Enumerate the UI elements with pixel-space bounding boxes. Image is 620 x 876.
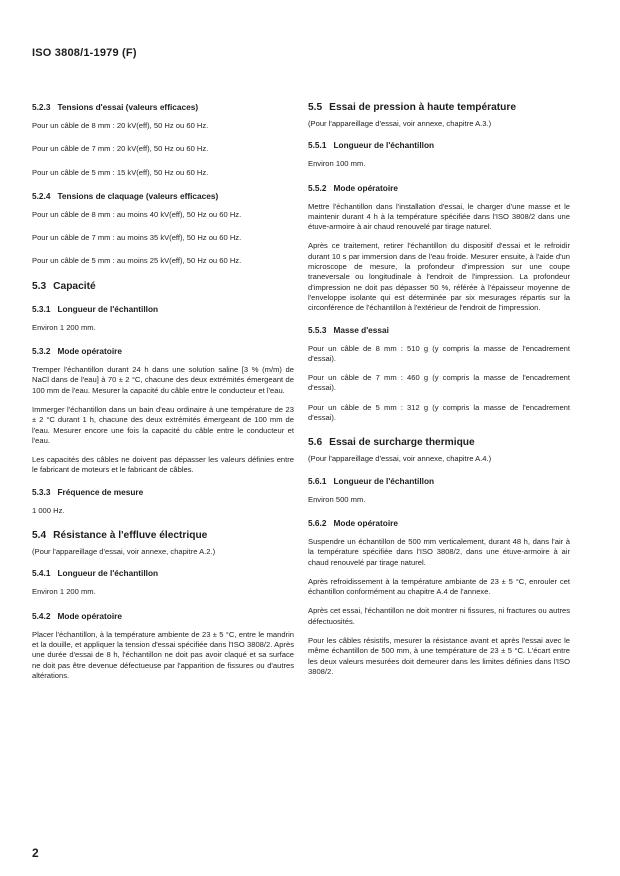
paragraph: 1 000 Hz. [32,505,65,515]
paragraph: Pour un câble de 7 mm : au moins 35 kV(eff), 50 Hz ou 60 Hz. [32,233,242,243]
section-heading: 5.5.2 Mode opératoire [308,182,399,193]
section-heading: 5.3.3 Fréquence de mesure [32,486,144,497]
paragraph: Les capacités des câbles ne doivent pas dépasser les valeurs définies entre le fabricant de moteurs et le fabricant de câbles. [32,455,294,475]
section-heading: 5.3 Capacité [32,280,96,292]
section-heading: 5.3.1 Longueur de l'échantillon [32,303,159,314]
section-heading: 5.4.1 Longueur de l'échantillon [32,568,159,579]
paragraph: (Pour l'appareillage d'essai, voir annexe, chapitre A.3.) [308,119,492,128]
section-heading: 5.5.1 Longueur de l'échantillon [308,140,435,151]
paragraph: Pour un câble de 5 mm : au moins 25 kV(eff), 50 Hz ou 60 Hz. [32,256,242,266]
paragraph: (Pour l'appareillage d'essai, voir annexe, chapitre A.4.) [308,454,492,464]
section-heading: 5.6.1 Longueur de l'échantillon [308,475,435,486]
section-heading: 5.4 Résistance à l'effluve électrique [32,530,208,542]
paragraph: Pour un câble de 7 mm : 460 g (y compris la masse de l'encadrement d'essai). [308,373,570,393]
section-heading: 5.6.2 Mode opératoire [308,517,399,528]
paragraph: Environ 500 mm. [308,494,366,504]
section-heading: 5.5.3 Masse d'essai [308,324,389,335]
paragraph: Environ 100 mm. [308,159,366,169]
paragraph: (Pour l'appareillage d'essai, voir annexe, chapitre A.2.) [32,547,216,557]
document-header: ISO 3808/1-1979 (F) [32,47,137,59]
paragraph: Environ 1 200 mm. [32,587,96,597]
paragraph: Immerger l'échantillon dans un bain d'eau ordinaire à une température de 23 ± 2 °C durant 1 h, chacune des deux extrémités émergeant de 100 mm de l'eau. Mesurer encore une fois la capacité du câble entre le conducteur et l'eau. [32,404,294,445]
paragraph: Placer l'échantillon, à la température ambiente de 23 ± 5 °C, entre le mandrin et la douille, et appliquer la tension d'essai spécifiée dans l'ISO 3808/2. Après une durée d'essai de 8 h, l'échantillon ne doit pas avoir claqué et sa surface ne doit pas être devenue défectueuse par l'apparition de fissures ou d'autres altérations. [32,629,294,680]
section-heading: 5.5 Essai de pression à haute température [308,102,517,113]
section-heading: 5.2.4 Tensions de claquage (valeurs efficaces) [32,190,219,201]
section-heading: 5.6 Essai de surcharge thermique [308,437,475,449]
paragraph: Pour un câble de 5 mm : 15 kV(eff), 50 Hz ou 60 Hz. [32,167,209,177]
section-heading: 5.3.2 Mode opératoire [32,346,123,357]
paragraph: Après cet essai, l'échantillon ne doit montrer ni fissures, ni fractures ou autres défectuosités. [308,606,570,626]
section-heading: 5.2.3 Tensions d'essai (valeurs efficaces) [32,102,199,112]
section-heading: 5.4.2 Mode opératoire [32,610,123,621]
paragraph: Pour les câbles résistifs, mesurer la résistance avant et après l'essai avec le même échantillon de 500 mm, à une température de 23 ± 5 °C. L'écart entre les deux valeurs mesurées doit demeurer dans les limites définies dans l'ISO 3808/2. [308,636,570,676]
right-column [308,102,570,686]
paragraph: Après ce traitement, retirer l'échantillon du dispositif d'essai et le refroidir durant 10 s par immersion dans de l'eau froide. Mesurer ensuite, à l'aide d'un microscope de mesure, la profondeur d'impression sur une coupe traneversale ou longitudinale à l'endroit de l'impression. La profondeur d'impression ne doit pas dépasser 50 %, référée à l'épaisseur moyenne de l'enveloppe isolante qui est déterminée par six mesurages répartis sur la circonférence de l'échantillon à l'extérieur de l'endroit de l'impression. [308,241,570,313]
paragraph: Pour un câble de 8 mm : 20 kV(eff), 50 Hz ou 60 Hz. [32,121,209,130]
left-column [32,102,294,690]
paragraph: Environ 1 200 mm. [32,322,96,332]
paragraph: Pour un câble de 8 mm : au moins 40 kV(eff), 50 Hz ou 60 Hz. [32,209,242,219]
paragraph: Pour un câble de 8 mm : 510 g (y compris la masse de l'encadrement d'essai). [308,343,570,363]
paragraph: Suspendre un échantillon de 500 mm verticalement, durant 48 h, dans l'air à la température spécifiée dans l'ISO 3808/2, dans une étuve-armoire à air chaud renouvelé par tirage naturel. [308,536,570,567]
paragraph: Pour un câble de 5 mm : 312 g (y compris la masse de l'encadrement d'essai). [308,402,570,423]
paragraph: Tremper l'échantillon durant 24 h dans une solution saline [3 % (m/m) de NaCl dans de l'eau] à 70 ± 2 °C, chacune des deux extrémités émergeant de 100 mm de l'eau. Mesurer la capacité du câble entre le conducteur et l'eau. [32,365,294,395]
paragraph: Après refroidissement à la température ambiante de 23 ± 5 °C, enrouler cet échantillon conformément au chapitre A.4 de l'annexe. [308,576,570,597]
paragraph: Pour un câble de 7 mm : 20 kV(eff), 50 Hz ou 60 Hz. [32,144,209,154]
page-number: 2 [32,846,39,860]
paragraph: Mettre l'échantillon dans l'installation d'essai, le charger d'une masse et le maintenir durant 4 h à la température spécifiée dans l'ISO 3808/2 dans une étuve-armoire à air chaud renouvelé par tirage naturel. [308,201,570,232]
